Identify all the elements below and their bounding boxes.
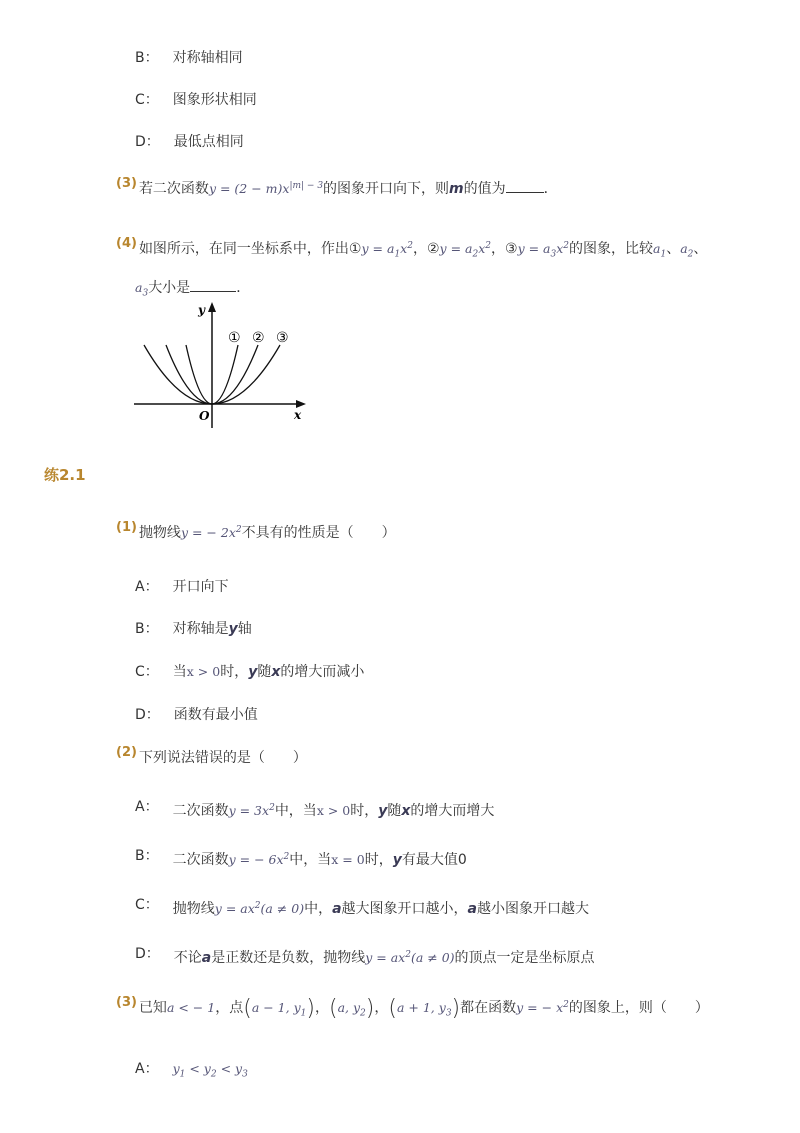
option-label: B： [135, 621, 159, 637]
option-math: $y_1 < y_2 < y_3$ [172, 1061, 248, 1080]
q1-option-c[interactable] [135, 661, 364, 681]
option-text: 对称轴相同 [172, 50, 243, 66]
question-text: ，③ [491, 241, 518, 257]
variable: m [449, 181, 464, 197]
variable: a [332, 901, 342, 917]
question-text: 下列说法错误的是（ ） [138, 750, 307, 766]
answer-blank[interactable] [190, 291, 236, 292]
question-3 [116, 996, 709, 1021]
question-text: ． [543, 181, 558, 197]
question-text: 都在函数 [460, 1000, 517, 1016]
option-label: A： [135, 1061, 159, 1077]
section-title: 练2.1 [44, 466, 86, 484]
question-text: 的图象开口向下，则 [323, 181, 450, 197]
variable: y [378, 803, 388, 819]
option-text: 是正数还是负数，抛物线 [211, 950, 366, 966]
equation: $y = 3x^2$ [228, 802, 275, 818]
option-text: 随 [257, 664, 272, 680]
option-text: 的增大而增大 [410, 803, 495, 819]
q2-option-c[interactable] [135, 898, 589, 918]
question-text: ． [236, 280, 251, 296]
a3: $a_3$ [135, 280, 149, 299]
option-label: D： [135, 707, 160, 723]
equation: $y = (2 - m)x^{|m| - 3}$ [208, 180, 324, 196]
q3-option-a[interactable] [135, 1058, 248, 1078]
question-text: 不具有的性质是（ ） [241, 525, 396, 541]
question-text: 抛物线 [138, 525, 181, 541]
question-2 [116, 747, 307, 767]
option-text: 当 [172, 664, 187, 680]
paren-open: ( [328, 996, 338, 1021]
option-label: C： [135, 664, 159, 680]
curve-label-3: ③ [276, 330, 289, 346]
option-text: 中， [304, 901, 333, 917]
curve-label-1: ① [228, 330, 241, 346]
option-text: 函数有最小值 [173, 707, 258, 723]
option-text: 二次函数 [172, 803, 229, 819]
option-text: 的顶点一定是坐标原点 [454, 950, 595, 966]
option-text: 开口向下 [172, 579, 229, 595]
equation-2: $y = a_2x^2$ [439, 240, 491, 260]
question-text: ，② [412, 241, 440, 257]
variable: a [201, 950, 212, 966]
parabola-figure [130, 298, 310, 428]
math: x > 0 [316, 803, 351, 818]
option-label: C： [135, 897, 159, 913]
math: x > 0 [186, 664, 221, 679]
variable: x [401, 803, 411, 819]
equation: y = − $2x^2$ [180, 524, 242, 540]
prev-option-c[interactable] [135, 89, 257, 109]
question-text: ， [374, 1000, 389, 1016]
option-label: D： [135, 134, 160, 150]
a1: $a_1$ [653, 241, 667, 260]
equation: y = − $x^2$ [516, 999, 569, 1015]
variable: y [228, 621, 238, 637]
point-2: a, $y_2$ [337, 1000, 366, 1019]
option-label: A： [135, 579, 159, 595]
equation-1: $y = a_1x^2$ [361, 240, 413, 260]
variable: y [248, 664, 258, 680]
prev-option-d[interactable] [135, 131, 244, 151]
option-label: D： [135, 946, 160, 962]
question-text: ，点 [215, 1000, 244, 1016]
option-text: 随 [387, 803, 402, 819]
q2-option-b[interactable] [135, 849, 467, 869]
math: a < − 1 [166, 1000, 216, 1015]
option-text: 最低点相同 [173, 134, 244, 150]
variable: x [271, 664, 281, 680]
question-text: 已知 [138, 1000, 167, 1016]
option-text: 轴 [237, 621, 252, 637]
option-label: B： [135, 848, 159, 864]
question-text: 如图所示，在同一坐标系中，作出① [138, 241, 362, 257]
point-3: a + 1, $y_3$ [396, 1000, 452, 1019]
option-text: 对称轴是 [172, 621, 229, 637]
paren-close: ) [306, 996, 315, 1021]
x-axis-arrow [296, 400, 306, 408]
q1-option-a[interactable] [135, 576, 229, 596]
separator: 、 [693, 241, 708, 257]
question-prev-4 [116, 238, 707, 258]
q1-option-d[interactable] [135, 704, 258, 724]
paren-close: ) [365, 996, 375, 1021]
question-prev-4-line2 [135, 277, 250, 297]
answer-blank[interactable] [506, 192, 544, 193]
question-number: (1) [116, 520, 137, 535]
option-label: C： [135, 92, 159, 108]
option-text: 时， [364, 852, 393, 868]
q2-option-d[interactable] [135, 947, 595, 967]
question-prev-3 [116, 178, 558, 198]
paren-open: ( [388, 996, 397, 1021]
option-text: 抛物线 [172, 901, 215, 917]
equation-3: $y = a_3x^2$ [517, 240, 570, 260]
equation: $y = ax^2(a \ne 0)$ [214, 900, 305, 916]
option-text: 时， [350, 803, 379, 819]
question-text: 若二次函数 [138, 181, 209, 197]
q1-option-b[interactable] [135, 618, 252, 638]
q2-option-a[interactable] [135, 800, 494, 820]
point-1: a − 1, $y_1$ [251, 1000, 307, 1019]
origin-label: O [199, 409, 210, 423]
variable: a [467, 901, 477, 917]
option-label: B： [135, 50, 159, 66]
question-1 [116, 522, 396, 542]
option-text: 越大图象开口越小， [341, 901, 468, 917]
equation: $y = ax^2(a \ne 0)$ [365, 949, 455, 965]
option-text: 时， [220, 664, 249, 680]
option-text: 有最大值0 [401, 852, 467, 868]
curve-label-2: ② [252, 330, 265, 346]
question-text: ， [314, 1000, 329, 1016]
question-text: 的值为 [463, 181, 506, 197]
question-text: 大小是 [148, 280, 191, 296]
question-number: (3) [116, 995, 137, 1010]
option-text: 二次函数 [172, 852, 229, 868]
variable: y [392, 852, 402, 868]
question-number: (3) [116, 176, 137, 191]
option-text: 图象形状相同 [172, 92, 257, 108]
option-text: 不论 [173, 950, 202, 966]
y-axis-arrow [208, 302, 216, 312]
option-text: 中，当 [289, 852, 332, 868]
option-text: 的增大而减小 [280, 664, 365, 680]
paren-close: ) [451, 996, 461, 1021]
x-axis-label: x [294, 408, 302, 422]
paren-open: ( [243, 996, 252, 1021]
question-text: 的图象，比较 [569, 241, 654, 257]
option-text: 越小图象开口越大 [477, 901, 589, 917]
option-label: A： [135, 799, 159, 815]
a2: $a_2$ [680, 241, 694, 260]
equation: y = − $6x^2$ [228, 851, 290, 867]
math: x = 0 [331, 852, 365, 867]
prev-option-b[interactable] [135, 47, 243, 67]
question-text: 的图象上，则（ ） [568, 1000, 709, 1016]
question-number: (4) [116, 236, 137, 251]
option-text: 中，当 [274, 803, 317, 819]
question-number: (2) [116, 745, 137, 760]
separator: 、 [666, 241, 681, 257]
y-axis-label: y [198, 303, 205, 317]
